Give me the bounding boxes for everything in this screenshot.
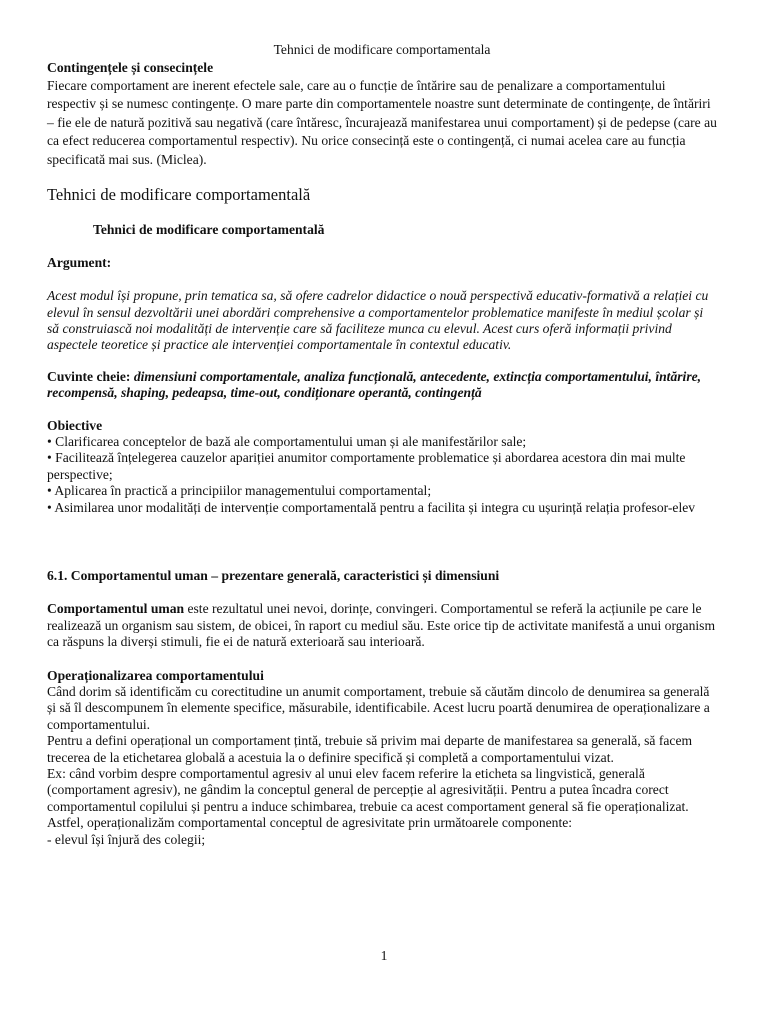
operationalizare-paragraph: Pentru a defini operațional un comportament țintă, trebuie să privim mai departe de manifestarea sa generală, să facem trecerea de la etichetarea globală a acestuia la o definire specifică și completă a comportamentului vizat. [47, 733, 693, 765]
comportament-uman-text: este rezultatul unei nevoi, dorințe, convingeri. Comportamentul se referă la acțiunile pe care le realizează un organism sau sistem, de obicei, în raport cu mediul său. Este orice tip de activitate manifestă a unui organism ca răspuns la diverși stimuli, fie ei de natură exterioară sau interioară. [47, 601, 716, 650]
keywords-line [47, 369, 717, 402]
comportament-uman-term: Comportamentul uman [47, 601, 185, 617]
contingente-heading: Contingențele și consecințele [47, 60, 214, 76]
objective-item: • Asimilarea unor modalități de intervenție comportamentală pentru a facilita și integra cu ușurință relația profesor-elev [47, 499, 696, 515]
contingente-paragraph: Fiecare comportament are inerent efectele sale, care au o funcție de întărire sau de penalizare a comportamentului respectiv și se numesc contingențe. O mare parte din comportamentele noastre sunt determinate de contingențe, de întăriri – fie ele de natură pozitivă sau negativă (care întăresc, încurajează manifestarea unui comportament) și de pedepse (care au ca efect reducerea comportamentul respectiv). Nu orice consecință este o contingență, ci numai acelea care au funcția specificată mai sus. (Miclea). [47, 77, 717, 167]
operationalizare-list-item: - elevul își înjură des colegii; [47, 831, 206, 847]
objectives-title: Obiective [47, 417, 103, 433]
comportament-uman-paragraph [47, 601, 717, 650]
document-title: Tehnici de modificare comportamentala [273, 42, 491, 57]
big-heading: Tehnici de modificare comportamentală [47, 185, 311, 205]
keywords-text: dimensiuni comportamentale, analiza funcțională, antecedente, extincția comportamentului, întărire, recompensă, shaping, pedeapsa, time-out, condiționare operantă, contingență [47, 368, 702, 401]
document-page [47, 42, 717, 848]
objective-item: • Aplicarea în practică a principiilor managementului comportamental; [47, 483, 432, 499]
operationalizare-title: Operaționalizarea comportamentului [47, 667, 264, 683]
page-number: 1 [380, 948, 388, 963]
argument-title: Argument: [47, 254, 112, 270]
argument-paragraph: Acest modul își propune, prin tematica sa, să ofere cadrelor didactice o nouă perspectivă educativ-formativă a relației cu elevul în sensul dezvoltării unei abordări comprehensive a comportamentelor problematice manifeste în mediul școlar și să construiască noi modalități de intervenție care să faciliteze munca cu elevul. Acest curs oferă informații privind aspectele teoretice și practice ale intervenției comportamentale în contextul educativ. [47, 288, 709, 353]
section-title: 6.1. Comportamentul uman – prezentare generală, caracteristici și dimensiuni [47, 568, 500, 583]
objective-item: • Facilitează înțelegerea cauzelor apariției anumitor comportamente problematice și abordarea acestora din mai multe perspective; [47, 450, 686, 482]
operationalizare-paragraph: Când dorim să identificăm cu corectitudine un anumit comportament, trebuie să căutăm dincolo de denumirea sa generală și să îl descompunem în elemente specifice, măsurabile, identificabile. Acest lucru poartă denumirea de operaționalizare a comportamentului. [47, 684, 710, 732]
operationalizare-paragraph: Ex: când vorbim despre comportamentul agresiv al unui elev facem referire la eticheta sa lingvistică, generală (comportament agresiv), ne gândim la conceptul general de percepție al agresivității. Pentru a putea încadra corect comportamentul copilului și pentru a induce schimbarea, trebuie ca acest comportament general să fie operaționalizat. Astfel, operaționalizăm comportamental conceptul de agresivitate prin următoarele componente: [47, 766, 689, 831]
objective-item: • Clarificarea conceptelor de bază ale comportamentului uman și ale manifestărilor sale; [47, 433, 527, 449]
keywords-label: Cuvinte cheie: [47, 368, 134, 384]
indented-title: Tehnici de modificare comportamentală [93, 222, 325, 238]
